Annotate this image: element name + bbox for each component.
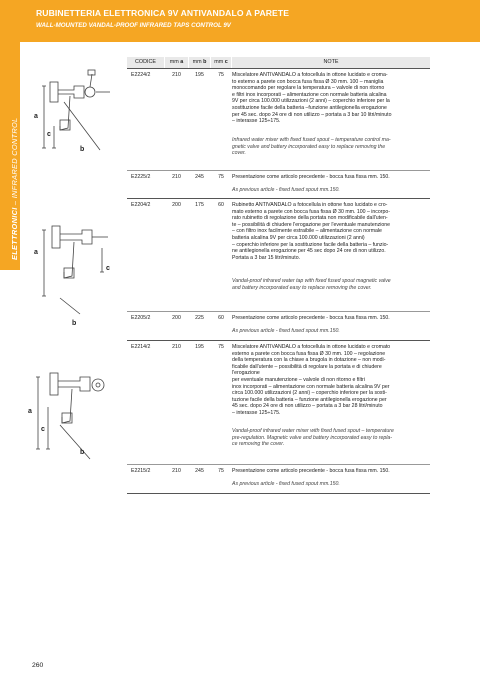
col-header-notes: NOTE bbox=[232, 57, 430, 68]
row-c: 60 bbox=[218, 315, 224, 321]
row-a: 210 bbox=[172, 174, 181, 180]
col-header-c-prefix: mm bbox=[214, 59, 225, 65]
row-b: 245 bbox=[195, 174, 204, 180]
row-b: 175 bbox=[195, 202, 204, 208]
page-number: 260 bbox=[32, 662, 44, 669]
row-note-en: Vandal-proof infrared water mixer with fixed fused spout – temperature pre-regulation. Magnetic valve and battery incorporated easy to repla- ce removing the cover. bbox=[232, 428, 394, 448]
fig2-label-c: c bbox=[106, 265, 110, 272]
row-b: 245 bbox=[195, 468, 204, 474]
fig3-label-c: c bbox=[41, 426, 45, 433]
col-header-b-prefix: mm bbox=[192, 59, 204, 65]
fig2-label-a: a bbox=[34, 249, 38, 256]
row-divider bbox=[127, 68, 430, 69]
mixer-drawing bbox=[30, 68, 126, 168]
col-header-a-prefix: mm bbox=[169, 59, 181, 65]
col-header-code: CODICE bbox=[127, 57, 164, 68]
row-note-it: Presentazione come articolo precedente - bocca fusa fissa mm. 150. bbox=[232, 468, 390, 474]
page-title: RUBINETTERIA ELETTRONICA 9V ANTIVANDALO A PARETE bbox=[36, 8, 290, 18]
row-note-it: Presentazione come articolo precedente - bocca fusa fissa mm. 150. bbox=[232, 174, 390, 180]
row-code: E2205/2 bbox=[131, 315, 151, 321]
fig3-label-b: b bbox=[80, 449, 85, 456]
row-note-en: As previous article - fixed fused spout mm.150. bbox=[232, 481, 340, 487]
row-a: 200 bbox=[172, 202, 181, 208]
row-c: 75 bbox=[218, 468, 224, 474]
row-divider bbox=[127, 464, 430, 465]
page-subtitle: WALL-MOUNTED VANDAL-PROOF INFRARED TAPS CONTROL 9V bbox=[36, 22, 231, 29]
row-a: 210 bbox=[172, 344, 181, 350]
row-code: E2224/2 bbox=[131, 72, 151, 78]
row-code: E2204/2 bbox=[131, 202, 151, 208]
row-b: 225 bbox=[195, 315, 204, 321]
side-label-rest: – INFRARED CONTROL bbox=[10, 117, 19, 208]
col-header-b-letter: b bbox=[203, 59, 207, 65]
row-note-it: Miscelatore ANTIVANDALO a fotocellula in ottone lucidato e croma- to esterno a parete con bocca fusa fissa Ø 30 mm. 100 – maniglia monocomando per regolare la temperatura – valvole di non ritorno e filtri inox incorporati – alimentazione con normale batteria alcalina 9V per circa 100.000 utilizzazioni (2 anni) – coperchio inferiore per la sostituzione facile della batteria –funzione antilegionella erogazione per 45 sec. dopo 24 ore di non utilizzo – portata a 3 bar 10 litri/minuto – interasse 125÷175. bbox=[232, 72, 392, 125]
row-a: 200 bbox=[172, 315, 181, 321]
row-note-it: Rubinetto ANTIVANDALO a fotocellula in ottone fuso lucidato e cro- mato esterno a parete con bocca fusa fissa Ø 30 mm. 100 – incorpo- rato rubinetto di regolazione della portata non modificabile dall'uten- te – possibilità di chiudere l'erogazione per l'eventuale manutenzione – con filtro inox facilmente estraibile – alimentazione con normale batteria alcalina 9V per circa 100.000 utilizzazioni (2 anni) – coperchio inferiore per la sostituzione facile della batteria – funzio- ne antilegionella erogazione per 45 sec dopo 24 ore di non utilizzo. Portata a 3 bar 15 litri/minuto. bbox=[232, 202, 391, 261]
fig3-label-a: a bbox=[28, 408, 32, 415]
col-header-c bbox=[211, 57, 231, 68]
row-note-en: As previous article - fixed fused spout mm.150. bbox=[232, 328, 340, 334]
col-header-b bbox=[189, 57, 210, 68]
side-label-bold: ELETTRONICI bbox=[10, 207, 19, 260]
row-divider bbox=[127, 340, 430, 341]
row-note-en: Infrared water mixer with fixed fused spout – temperature control ma- gnetic valve and battery incorporated easy to replace removing the cover. bbox=[232, 137, 391, 157]
row-c: 75 bbox=[218, 72, 224, 78]
col-header-a bbox=[165, 57, 188, 68]
section-side-label bbox=[10, 118, 19, 260]
fig1-label-b: b bbox=[80, 146, 85, 153]
fig1-label-c: c bbox=[47, 131, 51, 138]
row-code: E2225/2 bbox=[131, 174, 151, 180]
mixer-key-drawing bbox=[24, 355, 126, 475]
page-header bbox=[0, 0, 480, 42]
row-note-it: Miscelatore ANTIVANDALO a fotocellula in ottone lucidato e cromato esterno a parete con bocca fusa fissa Ø 30 mm. 100 – regolazione della temperatura con la chiave a brugola in dotazione – non modi- ficabile dall'utente – possibilità di regolare la portata e di chiudere l'erogazione per eventuale manutenzione – valvole di non ritorno e filtri inox incorporati – alimentazione con normale batteria alcalina 9V per circa 100.000 utilizzazioni (2 anni) – coperchio inferiore per la sosti- tuzione facile della batteria – funzione antilegionella erogazione per 45 sec. dopo 24 ore di non utilizzo – portata a 3 bar 28 litri/minuto – interasse 125÷175. bbox=[232, 344, 391, 416]
row-c: 75 bbox=[218, 344, 224, 350]
row-a: 210 bbox=[172, 468, 181, 474]
col-header-a-letter: a bbox=[180, 59, 184, 65]
row-b: 195 bbox=[195, 72, 204, 78]
row-divider bbox=[127, 198, 430, 199]
row-code: E2214/2 bbox=[131, 344, 151, 350]
row-note-en: As previous article - fixed fused spout mm.150. bbox=[232, 187, 340, 193]
row-divider bbox=[127, 493, 430, 494]
row-divider bbox=[127, 311, 430, 312]
fig2-label-b: b bbox=[72, 320, 77, 327]
row-c: 75 bbox=[218, 174, 224, 180]
fig1-label-a: a bbox=[34, 113, 38, 120]
row-code: E2215/2 bbox=[131, 468, 151, 474]
tap-drawing bbox=[30, 210, 126, 330]
row-a: 210 bbox=[172, 72, 181, 78]
row-c: 60 bbox=[218, 202, 224, 208]
row-b: 195 bbox=[195, 344, 204, 350]
row-note-it: Presentazione come articolo precedente - bocca fusa fissa mm. 150. bbox=[232, 315, 390, 321]
row-divider bbox=[127, 170, 430, 171]
col-header-c-letter: c bbox=[224, 59, 228, 65]
row-note-en: Vandal-proof infrared water tap with fixed fused spout magnetic valve and battery incorporated easy to replace removing the cover. bbox=[232, 278, 391, 291]
